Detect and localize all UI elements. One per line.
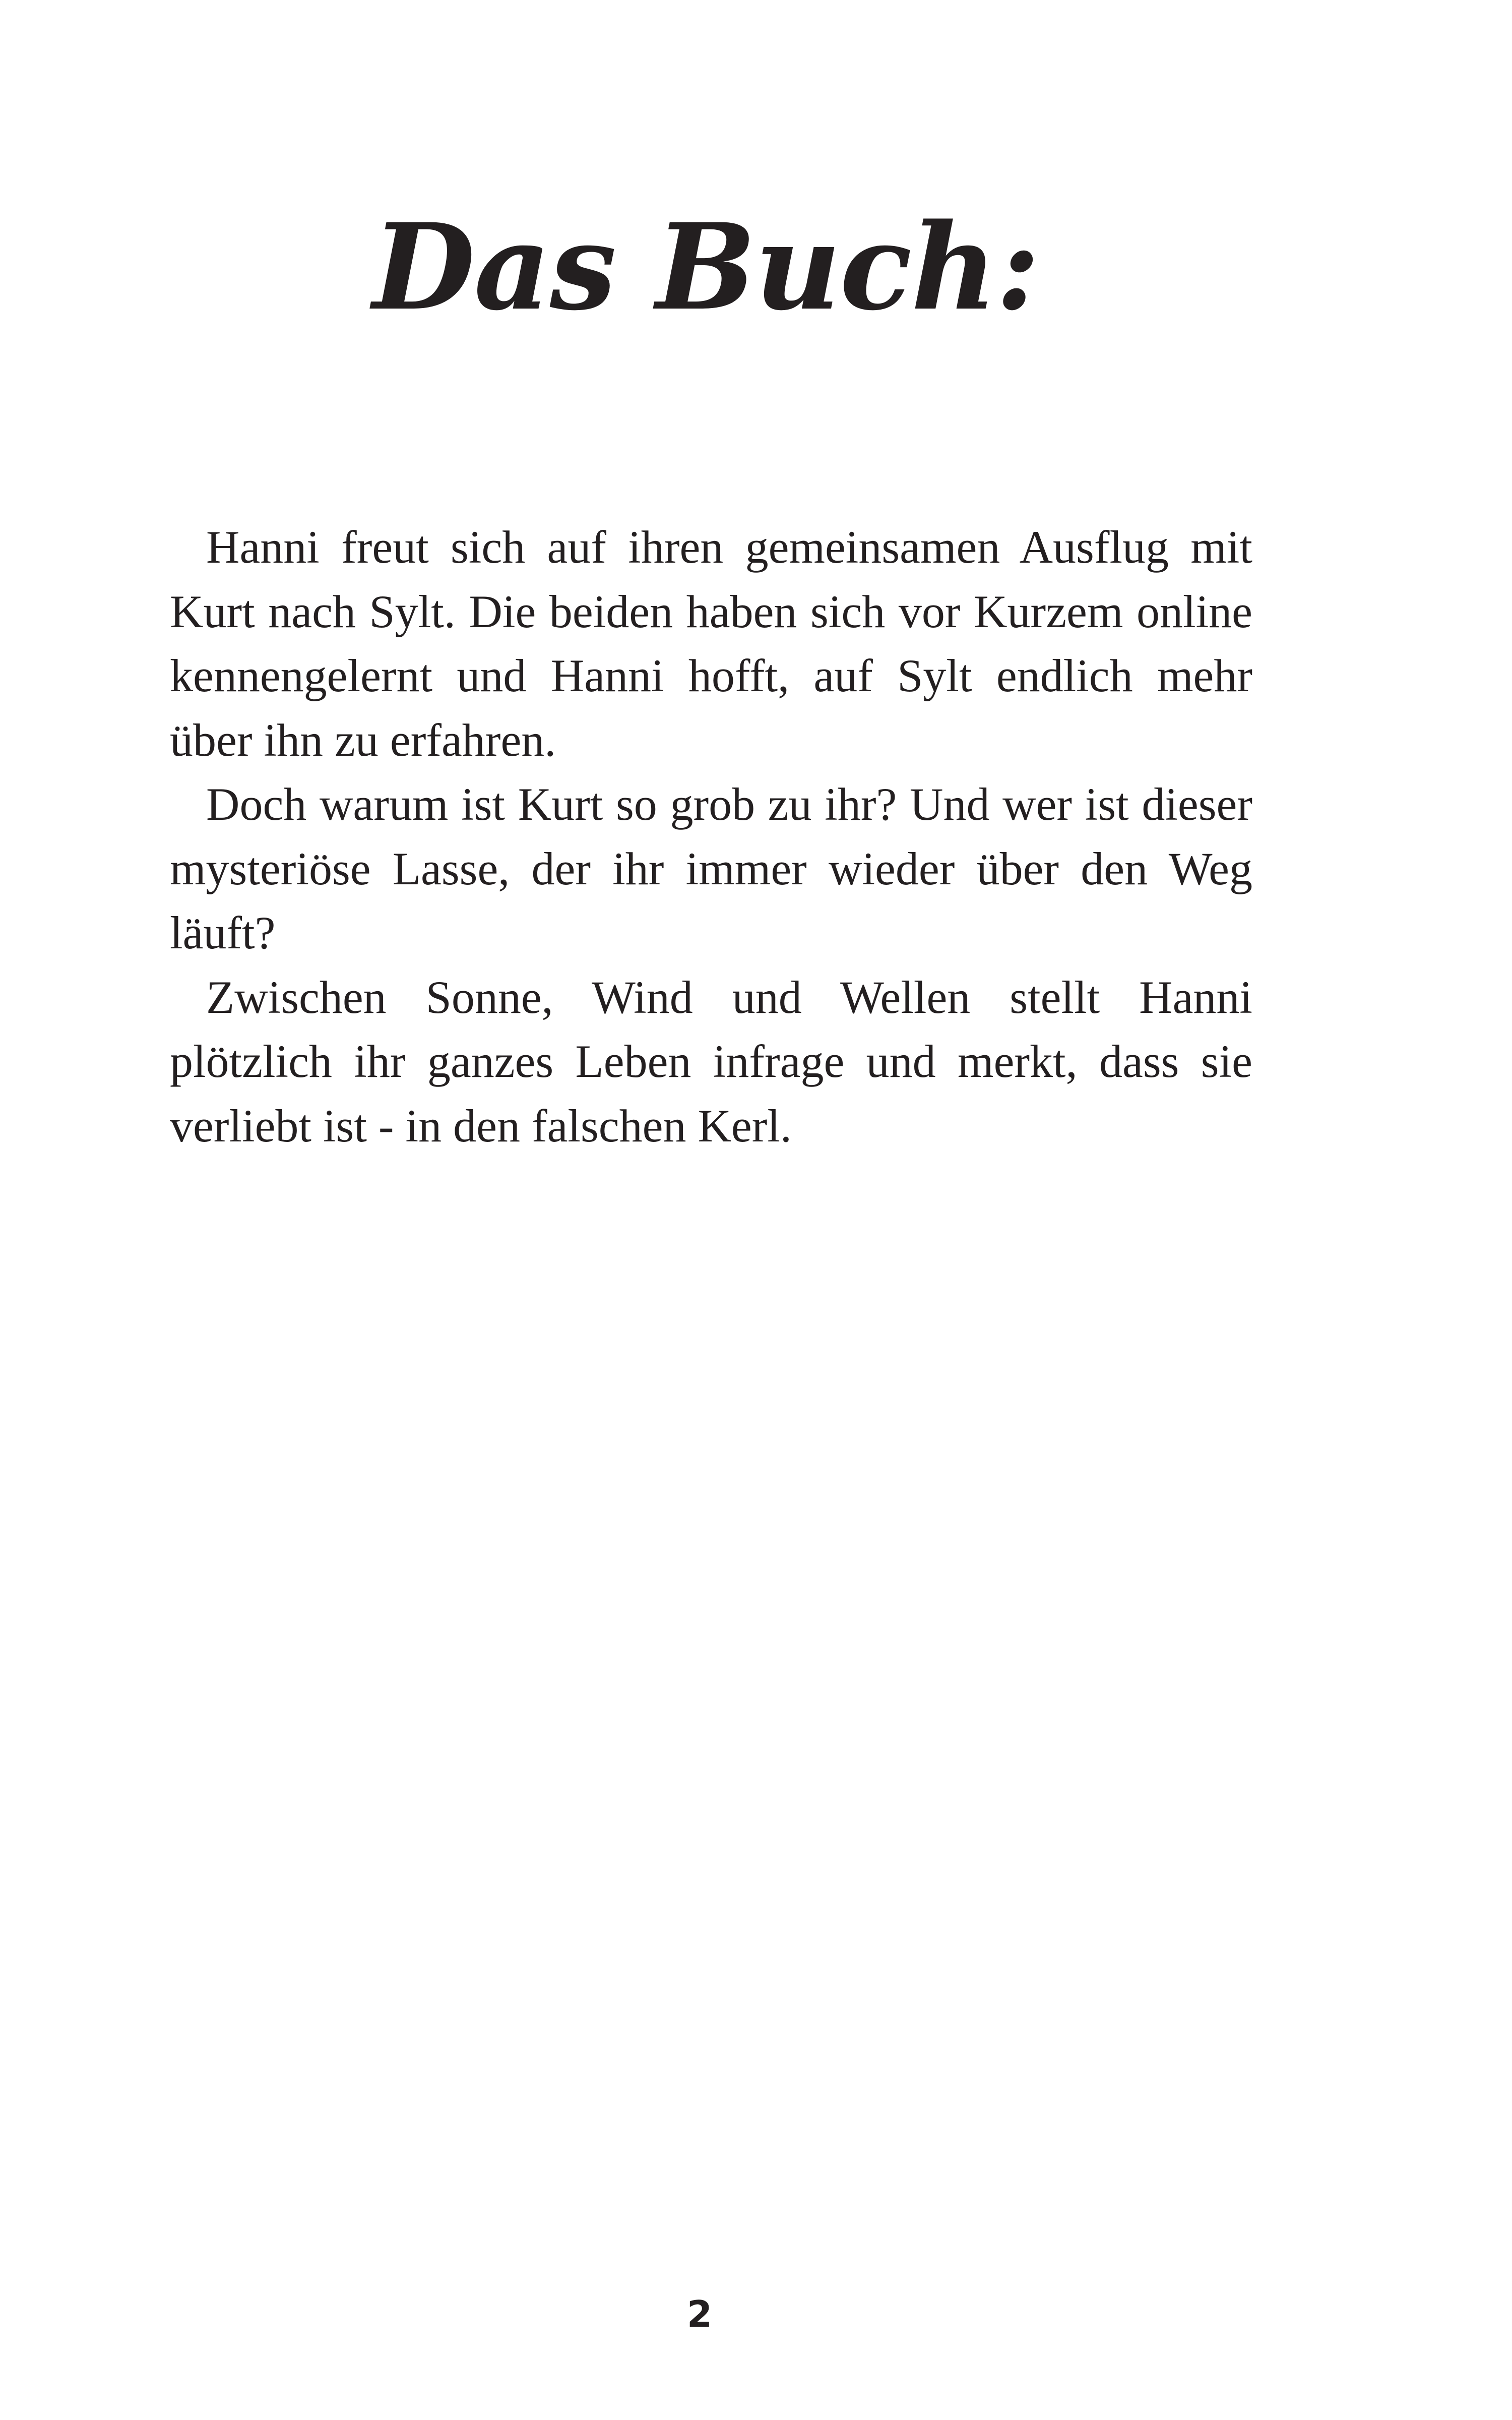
paragraph-2: Doch warum ist Kurt so grob zu ihr? Und wer ist dieser mysteriöse Lasse, der ihr immer wieder über den Weg läuft? bbox=[170, 778, 1252, 958]
blurb-text bbox=[170, 515, 1252, 1158]
page-number: 2 bbox=[686, 2293, 713, 2335]
page-title: Das Buch: bbox=[372, 198, 1039, 337]
paragraph-1: Hanni freut sich auf ihren gemeinsamen Ausflug mit Kurt nach Sylt. Die beiden haben sich vor Kurzem online kennengelernt und Hanni hofft, auf Sylt endlich mehr über ihn zu erfahren. bbox=[170, 521, 1252, 766]
paragraph-3: Zwischen Sonne, Wind und Wellen stellt Hanni plötzlich ihr ganzes Leben infrage und merkt, dass sie verliebt ist - in den falschen Kerl. bbox=[170, 971, 1252, 1152]
